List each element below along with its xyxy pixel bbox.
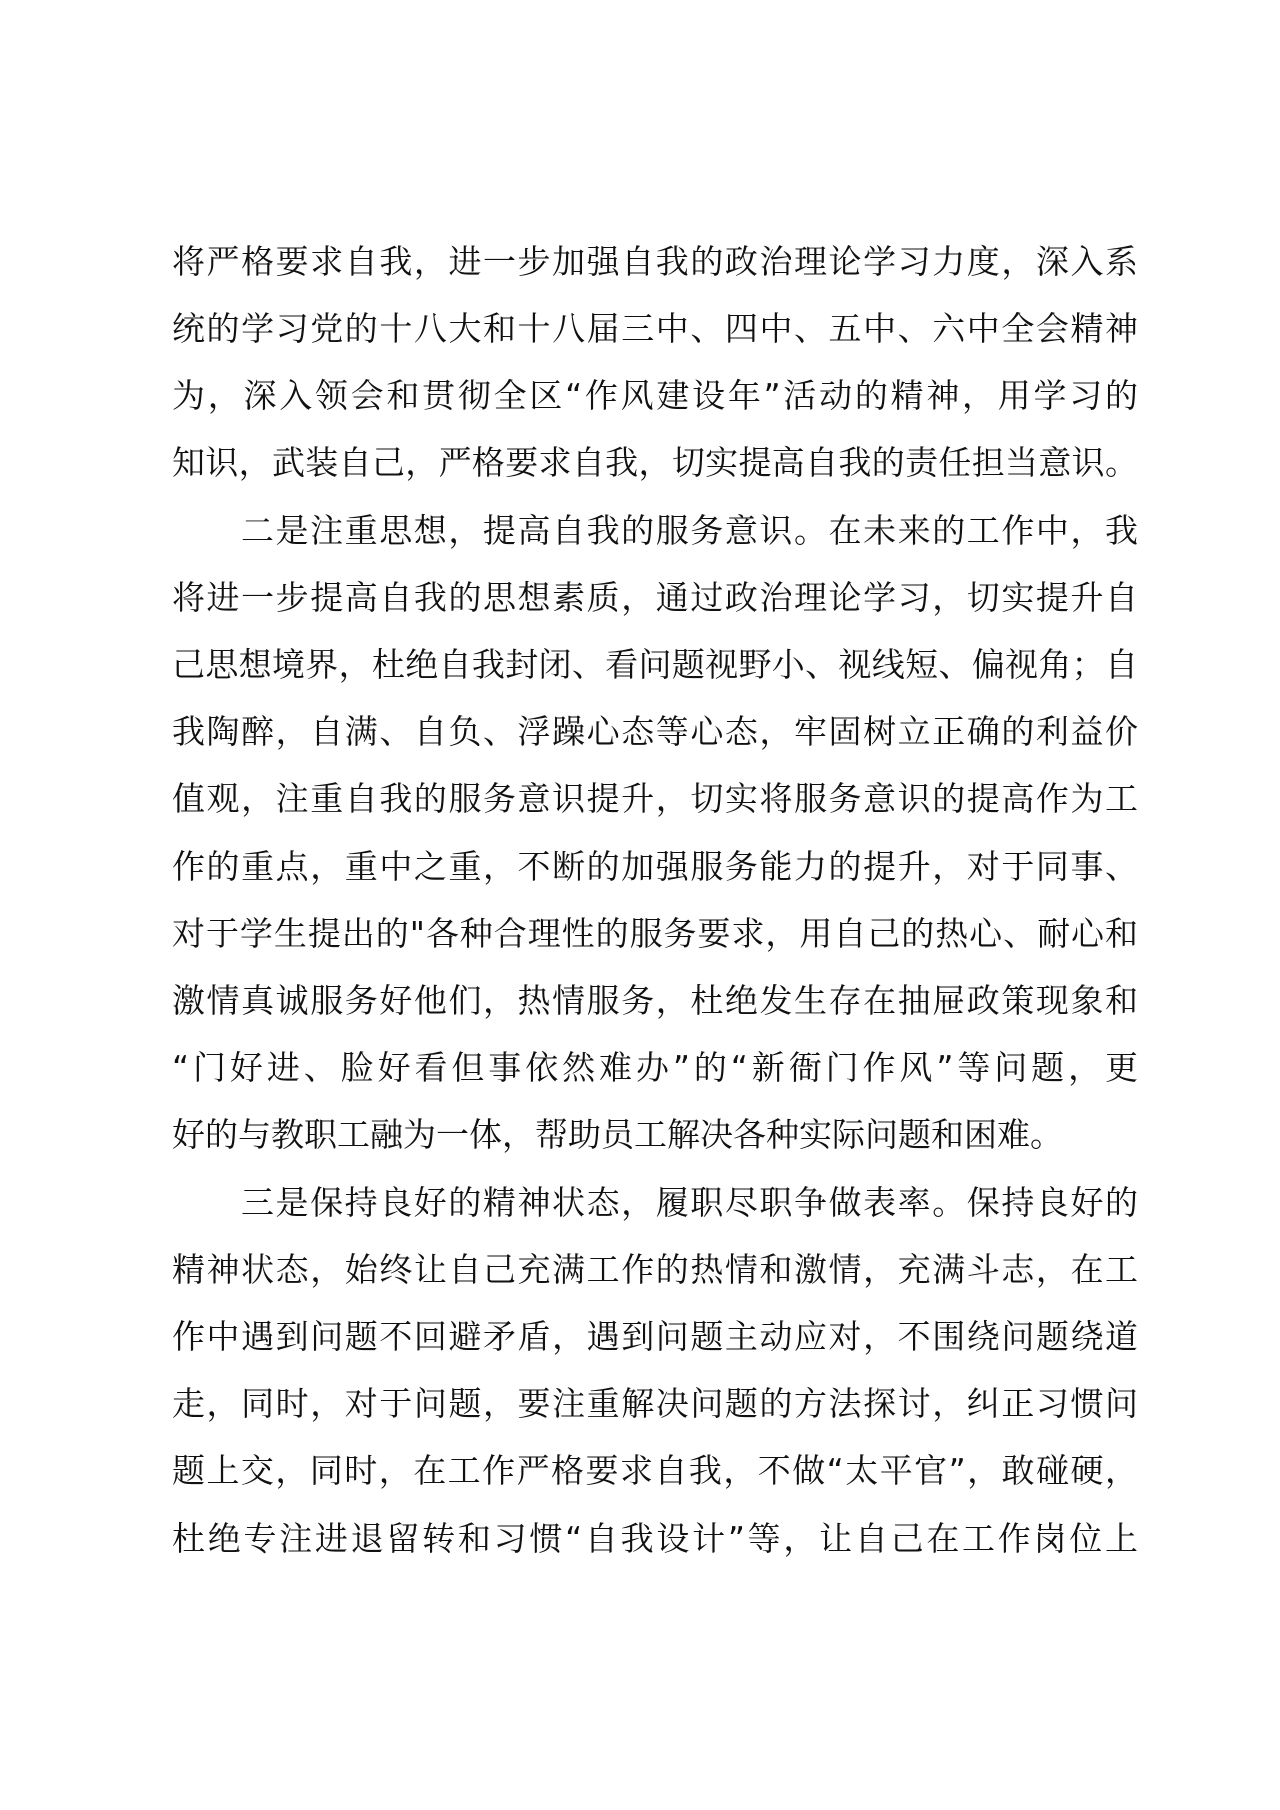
paragraph-line: 己思想境界，杜绝自我封闭、看问题视野小、视线短、偏视角；自 [172,645,1138,684]
paragraph-line: 精神状态，始终让自己充满工作的热情和激情，充满斗志，在工 [172,1250,1138,1289]
paragraph-line: 走，同时，对于问题，要注重解决问题的方法探讨，纠正习惯问 [172,1384,1138,1423]
paragraph-last-line: 好的与教职工融为一体，帮助员工解决各种实际问题和困难。 [172,1115,1063,1154]
paragraph-line: 将进一步提高自我的思想素质，通过政治理论学习，切实提升自 [172,578,1138,617]
paragraph-line: “门好进、脸好看但事依然难办”的“新衙门作风”等问题，更 [172,1048,1138,1087]
paragraph-line: 为，深入领会和贯彻全区“作风建设年”活动的精神，用学习的 [172,376,1138,415]
paragraph-line: 对于学生提出的"各种合理性的服务要求，用自己的热心、耐心和 [172,914,1138,953]
paragraph-first-line: 三是保持良好的精神状态，履职尽职争做表率。保持良好的 [241,1183,1138,1222]
paragraph-line: 作的重点，重中之重，不断的加强服务能力的提升，对于同事、 [172,847,1138,886]
paragraph-line: 杜绝专注进退留转和习惯“自我设计”等，让自己在工作岗位上 [172,1519,1138,1558]
paragraph-line: 我陶醉，自满、自负、浮躁心态等心态，牢固树立正确的利益价 [172,712,1138,751]
paragraph-first-line: 二是注重思想，提高自我的服务意识。在未来的工作中，我 [241,511,1138,550]
paragraph-line: 知识，武装自己，严格要求自我，切实提高自我的责任担当意识。 [172,443,1138,482]
paragraph-line: 作中遇到问题不回避矛盾，遇到问题主动应对，不围绕问题绕道 [172,1317,1138,1356]
paragraph-line: 将严格要求自我，进一步加强自我的政治理论学习力度，深入系 [172,242,1138,281]
paragraph-line: 题上交，同时，在工作严格要求自我，不做“太平官”，敢碰硬， [172,1451,1138,1490]
paragraph-line: 值观，注重自我的服务意识提升，切实将服务意识的提高作为工 [172,779,1138,818]
paragraph-line: 激情真诚服务好他们，热情服务，杜绝发生存在抽屉政策现象和 [172,981,1138,1020]
paragraph-line: 统的学习党的十八大和十八届三中、四中、五中、六中全会精神 [172,309,1138,348]
